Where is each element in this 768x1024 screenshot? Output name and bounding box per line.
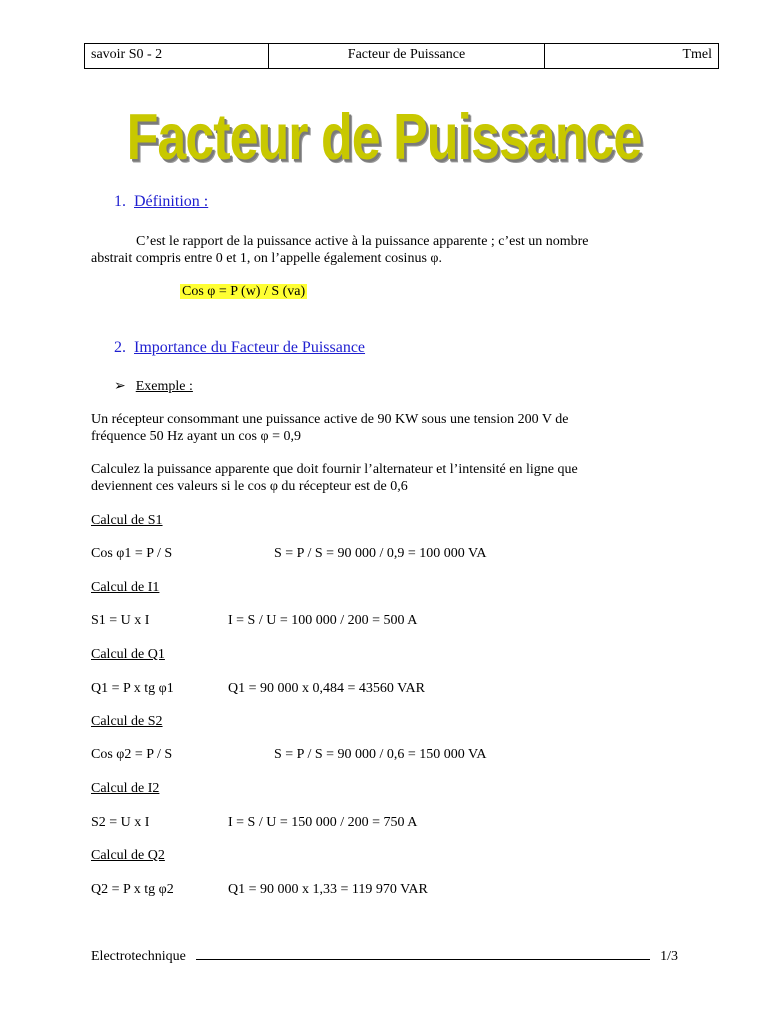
calc-s1-result: S = P / S = 90 000 / 0,9 = 100 000 VA (274, 546, 487, 561)
page-title: Facteur de Puissance (126, 101, 642, 174)
calc-i2-heading: Calcul de I2 (91, 781, 160, 796)
footer-rule (196, 947, 650, 960)
calc-q2-heading: Calcul de Q2 (91, 848, 165, 863)
calc-s2-heading: Calcul de S2 (91, 714, 163, 729)
calc-i2-formula: S2 = U x I (91, 815, 150, 830)
problem-line-1: Un récepteur consommant une puissance active de 90 KW sous une tension 200 V de (91, 412, 569, 427)
formula (180, 283, 307, 300)
definition-line-1: C’est le rapport de la puissance active à la puissance apparente ; c’est un nombre (136, 234, 589, 249)
calc-s1-heading: Calcul de S1 (91, 513, 163, 528)
calc-i1-heading: Calcul de I1 (91, 580, 160, 595)
section-2-title: Importance du Facteur de Puissance (134, 339, 366, 356)
calc-q2-result: Q1 = 90 000 x 1,33 = 119 970 VAR (228, 882, 428, 897)
problem-line-2: fréquence 50 Hz ayant un cos φ = 0,9 (91, 429, 301, 444)
section-1-title: Définition : (134, 193, 209, 210)
section-2-heading (114, 339, 365, 357)
formula-text: Cos φ = P (w) / S (va) (182, 284, 306, 299)
question-line-1: Calculez la puissance apparente que doit fournir l’alternateur et l’intensité en ligne que (91, 462, 578, 477)
header-table (84, 43, 719, 69)
page-footer (91, 947, 678, 965)
calc-q2-formula: Q2 = P x tg φ2 (91, 882, 174, 897)
calc-q1-result: Q1 = 90 000 x 0,484 = 43560 VAR (228, 681, 425, 696)
question-line-2: deviennent ces valeurs si le cos φ du récepteur est de 0,6 (91, 479, 408, 494)
arrow-bullet-icon: ➢ (114, 379, 126, 394)
page-number: 1/3 (660, 949, 678, 964)
header-right-cell: Tmel (682, 47, 712, 62)
definition-line-2: abstrait compris entre 0 et 1, on l’appelle également cosinus φ. (91, 251, 442, 266)
header-center-cell: Facteur de Puissance (269, 44, 545, 68)
calc-q1-formula: Q1 = P x tg φ1 (91, 681, 174, 696)
footer-subject: Electrotechnique (91, 949, 186, 964)
example-label: Exemple : (135, 379, 193, 394)
calc-q1-heading: Calcul de Q1 (91, 647, 165, 662)
calc-s1-formula: Cos φ1 = P / S (91, 546, 173, 561)
example-item (114, 378, 193, 395)
calc-s2-result: S = P / S = 90 000 / 0,6 = 150 000 VA (274, 747, 487, 762)
calc-i1-result: I = S / U = 100 000 / 200 = 500 A (228, 613, 418, 628)
header-left-cell: savoir S0 - 2 (85, 44, 269, 68)
section-1-number: 1. (114, 193, 126, 210)
calc-i2-result: I = S / U = 150 000 / 200 = 750 A (228, 815, 418, 830)
calc-s2-formula: Cos φ2 = P / S (91, 747, 173, 762)
calc-i1-formula: S1 = U x I (91, 613, 150, 628)
section-2-number: 2. (114, 339, 126, 356)
section-1-heading (114, 193, 208, 211)
